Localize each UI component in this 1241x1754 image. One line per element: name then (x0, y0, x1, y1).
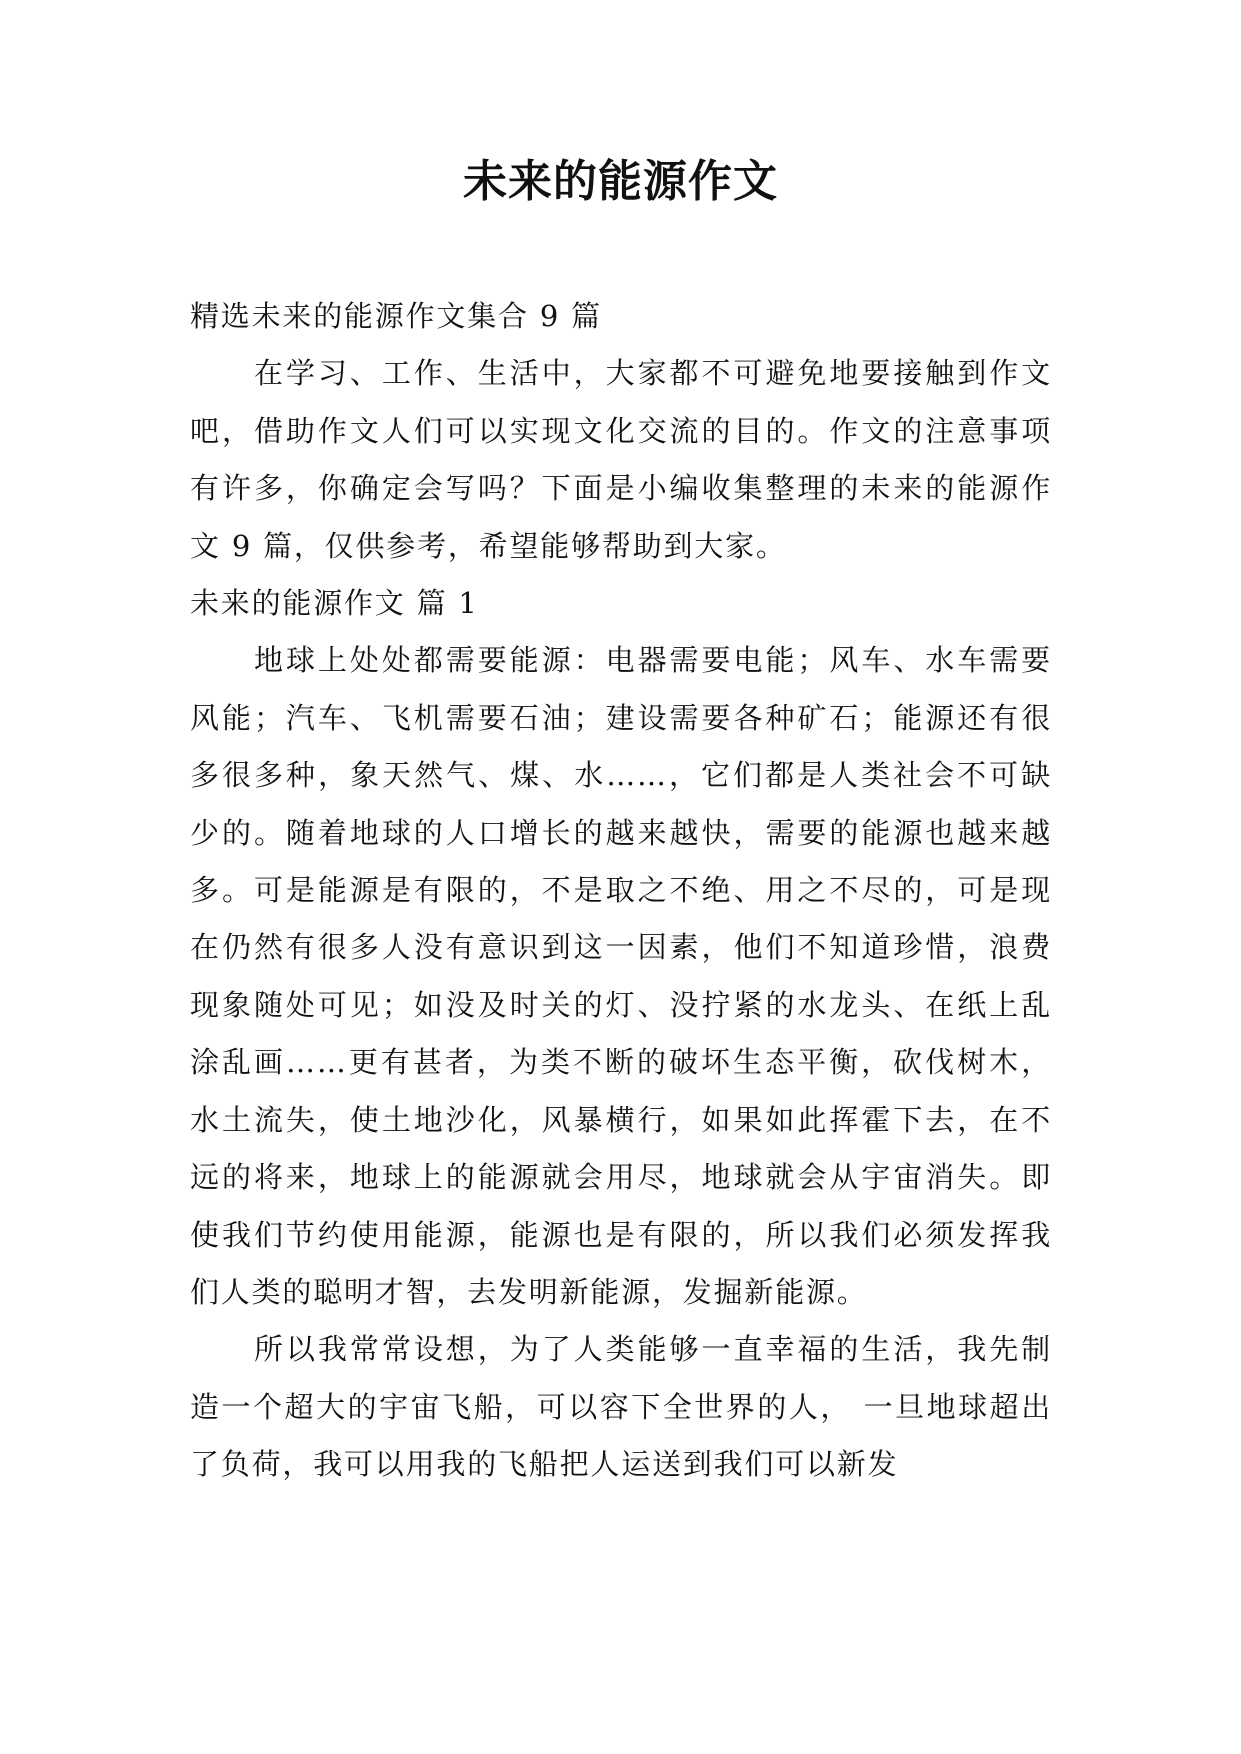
body-paragraph: 所以我常常设想，为了人类能够一直幸福的生活，我先制造一个超大的宇宙飞船，可以容下全世界的人， 一旦地球超出了负荷，我可以用我的飞船把人运送到我们可以新发 (190, 1332, 1052, 1482)
document-body (190, 288, 1052, 1494)
intro-paragraph: 在学习、工作、生活中，大家都不可避免地要接触到作文吧，借助作文人们可以实现文化交流的目的。作文的注意事项有许多，你确定会写吗？下面是小编收集整理的未来的能源作文 9 篇，仅供参考，希望能够帮助到大家。 (190, 356, 1052, 563)
document-subtitle: 精选未来的能源作文集合 9 篇 (190, 299, 602, 333)
section-heading: 未来的能源作文 篇 1 (190, 586, 479, 621)
document-title: 未来的能源作文 (463, 156, 778, 207)
body-paragraph: 地球上处处都需要能源：电器需要电能；风车、水车需要风能；汽车、飞机需要石油；建设需要各种矿石；能源还有很多很多种，象天然气、煤、水……，它们都是人类社会不可缺少的。随着地球的人口增长的越来越快，需要的能源也越来越多。可是能源是有限的，不是取之不绝、用之不尽的，可是现在仍然有很多人没有意识到这一因素，他们不知道珍惜，浪费现象随处可见；如没及时关的灯、没拧紧的水龙头、在纸上乱涂乱画……更有甚者，为类不断的破坏生态平衡，砍伐树木，水土流失，使土地沙化，风暴横行，如果如此挥霍下去，在不远的将来，地球上的能源就会用尽，地球就会从宇宙消失。即使我们节约使用能源，能源也是有限的，所以我们必须发挥我们人类的聪明才智，去发明新能源，发掘新能源。 (190, 643, 1052, 1309)
